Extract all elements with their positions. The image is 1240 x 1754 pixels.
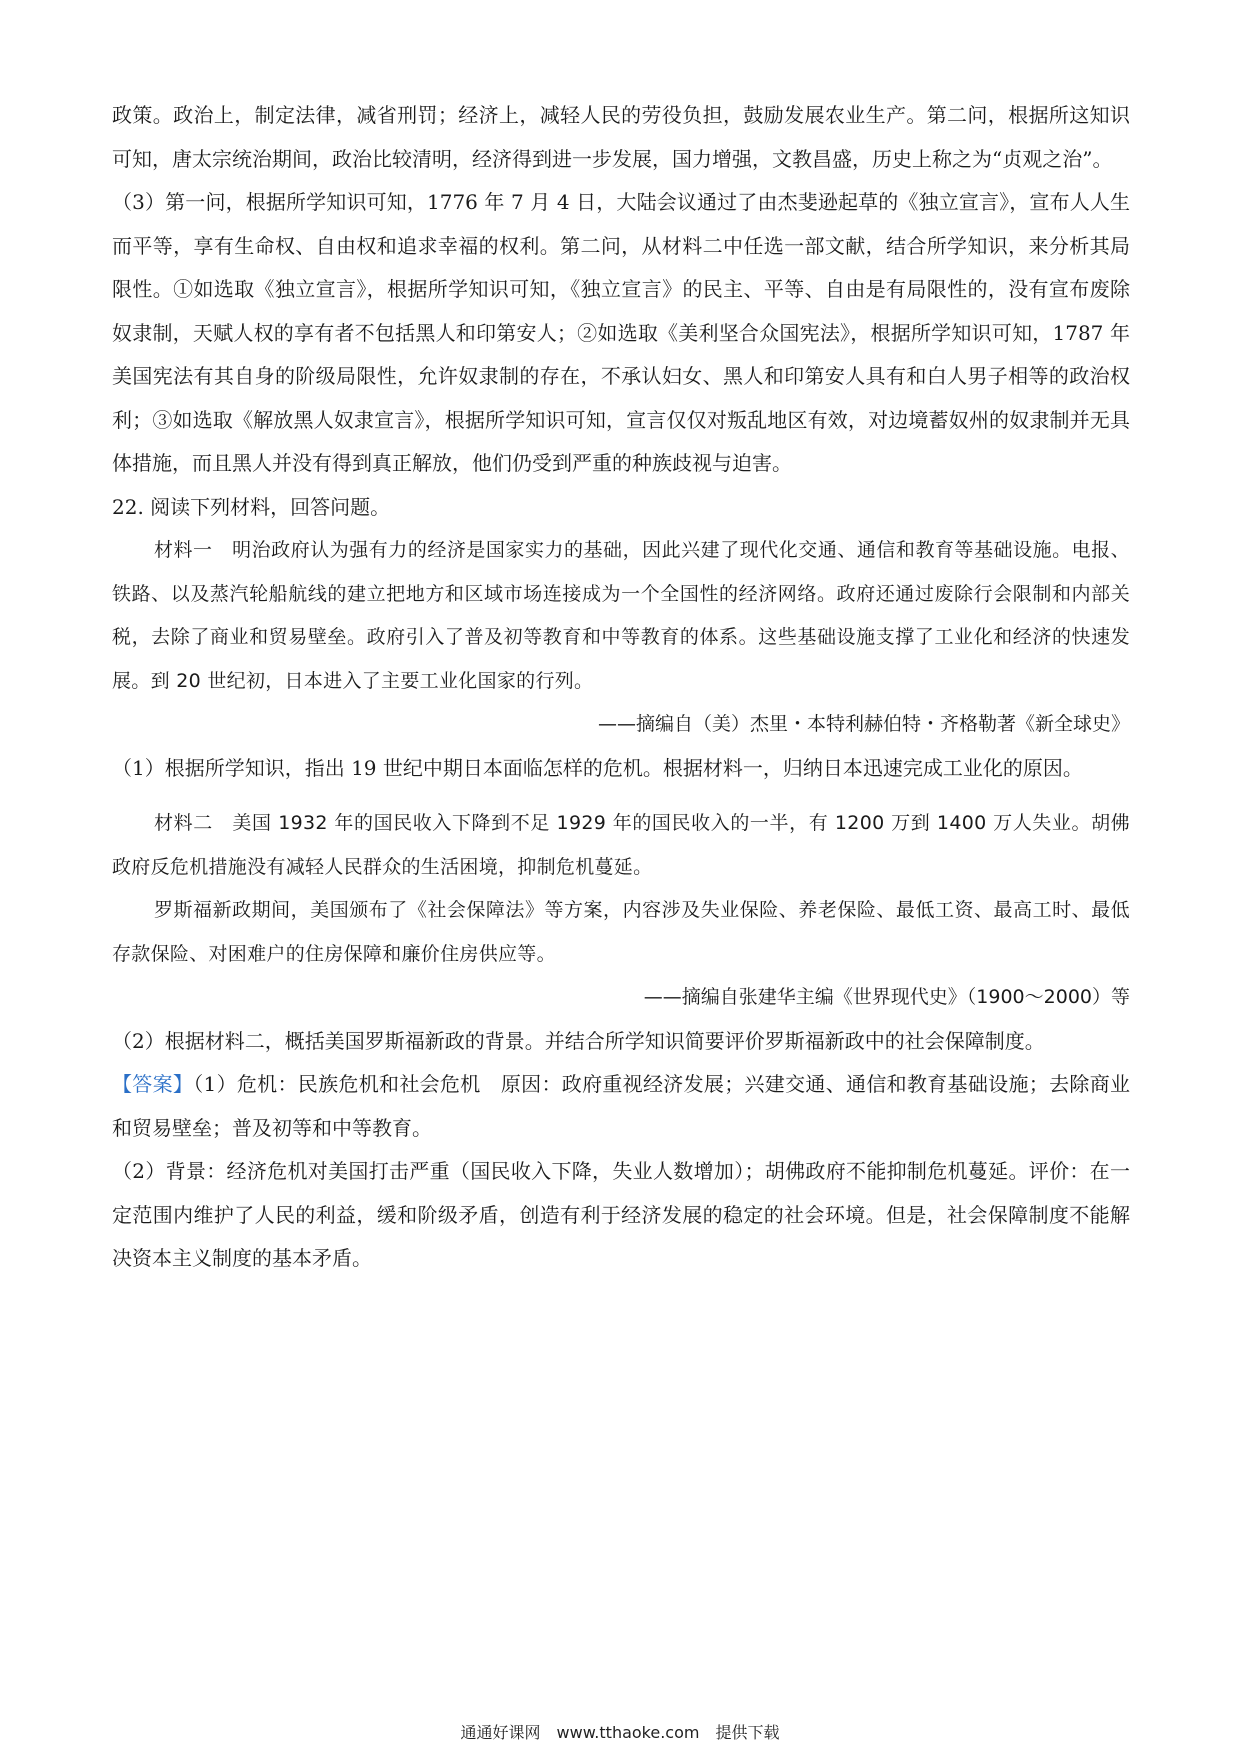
document-body	[112, 94, 1130, 1281]
material-two-b: 罗斯福新政期间，美国颁布了《社会保障法》等方案，内容涉及失业保险、养老保险、最低工资、最高工时、最低存款保险、对困难户的住房保障和廉价住房供应等。	[112, 899, 1130, 965]
paragraph-tang-taizong: 政策。政治上，制定法律，减省刑罚；经济上，减轻人民的劳役负担，鼓励发展农业生产。第二问，根据所这知识可知，唐太宗统治期间，政治比较清明，经济得到进一步发展，国力增强，文教昌盛，历史上称之为“贞观之治”。	[112, 103, 1130, 171]
material-one: 材料一 明治政府认为强有力的经济是国家实力的基础，因此兴建了现代化交通、通信和教育等基础设施。电报、铁路、以及蒸汽轮船航线的建立把地方和区域市场连接成为一个全国性的经济网络。政府还通过废除行会限制和内部关税，去除了商业和贸易壁垒。政府引入了普及初等教育和中等教育的体系。这些基础设施支撑了工业化和经济的快速发展。到 20 世纪初，日本进入了主要工业化国家的行列。	[112, 539, 1130, 692]
material-one-source: ——摘编自（美）杰里・本特利赫伯特・齐格勒著《新全球史》	[597, 713, 1130, 735]
paragraph-answer-3: （3）第一问，根据所学知识可知，1776 年 7 月 4 日，大陆会议通过了由杰斐逊起草的《独立宣言》，宣布人人生而平等，享有生命权、自由权和追求幸福的权利。第二问，从材料二中任选一部文献，结合所学知识，来分析其局限性。①如选取《独立宣言》，根据所学知识可知，《独立宣言》的民主、平等、自由是有局限性的，没有宣布废除奴隶制，天赋人权的享有者不包括黑人和印第安人；②如选取《美利坚合众国宪法》，根据所学知识可知，1787 年美国宪法有其自身的阶级局限性，允许奴隶制的存在，不承认妇女、黑人和印第安人具有和白人男子相等的政治权利；③如选取《解放黑人奴隶宣言》，根据所学知识可知，宣言仅仅对叛乱地区有效，对边境蓄奴州的奴隶制并无具体措施，而且黑人并没有得到真正解放，他们仍受到严重的种族歧视与迫害。	[112, 190, 1130, 475]
footer-watermark: 通通好课网 www.tthaoke.com 提供下载	[460, 1723, 780, 1742]
answer-part-2: （2）背景：经济危机对美国打击严重（国民收入下降，失业人数增加）；胡佛政府不能抑制危机蔓延。评价：在一定范围内维护了人民的利益，缓和阶级矛盾，创造有利于经济发展的稳定的社会环境。但是，社会保障制度不能解决资本主义制度的基本矛盾。	[112, 1159, 1130, 1270]
answer-part-1	[112, 1063, 1130, 1150]
question-22-part-1: （1）根据所学知识，指出 19 世纪中期日本面临怎样的危机。根据材料一，归纳日本迅速完成工业化的原因。	[112, 755, 1083, 780]
question-22-part-2: （2）根据材料二，概括美国罗斯福新政的背景。并结合所学知识简要评价罗斯福新政中的社会保障制度。	[112, 1028, 1045, 1053]
material-two-a: 材料二 美国 1932 年的国民收入下降到不足 1929 年的国民收入的一半，有 1200 万到 1400 万人失业。胡佛政府反危机措施没有减轻人民群众的生活困境，抑制危机蔓延。	[112, 812, 1130, 878]
question-22-heading: 22. 阅读下列材料，回答问题。	[112, 494, 391, 519]
spacer	[112, 790, 1130, 802]
material-two-source: ——摘编自张建华主编《世界现代史》（1900～2000）等	[643, 986, 1130, 1008]
answer-tag: 【答案】	[112, 1072, 194, 1096]
answer-part-1-text: （1）危机：民族危机和社会危机 原因：政府重视经济发展；兴建交通、通信和教育基础设施；去除商业和贸易壁垒；普及初等和中等教育。	[112, 1072, 1131, 1140]
